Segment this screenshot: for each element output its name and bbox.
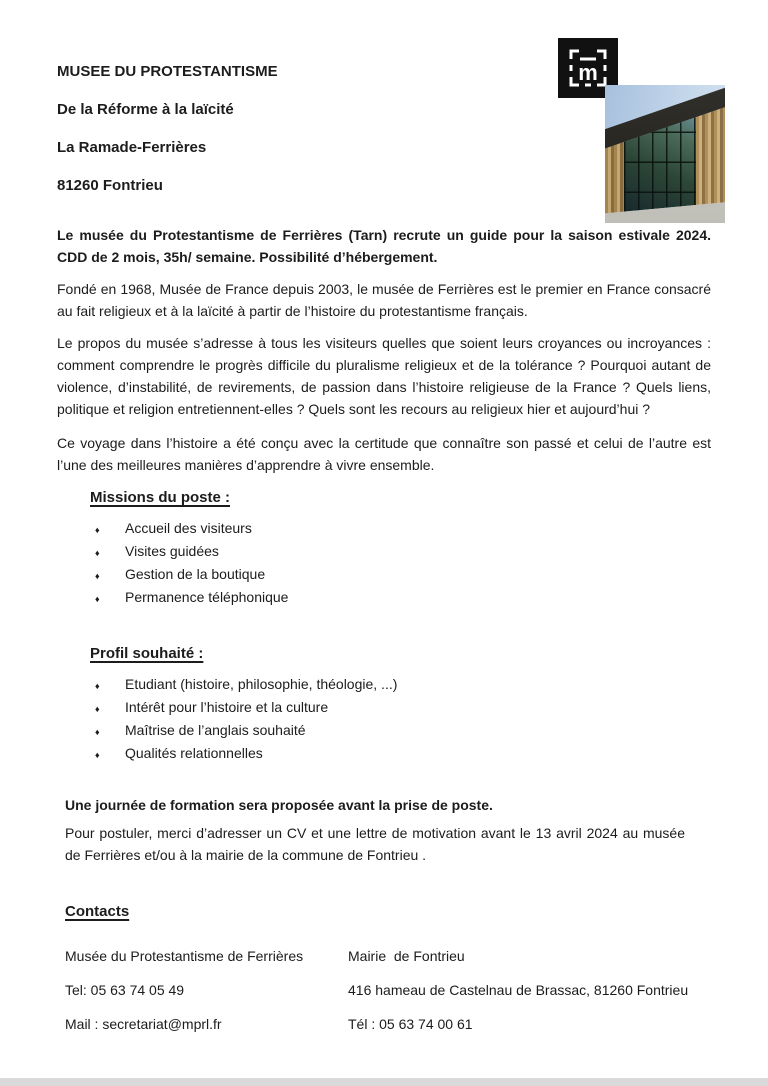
mission-item-label: Visites guidées <box>125 543 219 559</box>
museum-address-line1: La Ramade-Ferrières <box>57 139 207 156</box>
paragraph-journey: Ce voyage dans l’histoire a été conçu avec la certitude que connaître son passé et celui de l’autre est l’une des meilleures manières d’apprendre à vivre ensemble. <box>57 435 711 473</box>
job-offer-intro: Le musée du Protestantisme de Ferrières (Tarn) recrute un guide pour la saison estivale 2024. CDD de 2 mois, 35h/ semaine. Possibilité d’hébergement. <box>57 227 711 265</box>
diamond-bullet-icon: ♦ <box>95 548 100 558</box>
profile-item-label: Qualités relationnelles <box>125 745 263 761</box>
profile-list <box>57 674 711 766</box>
diamond-bullet-icon: ♦ <box>95 704 100 714</box>
list-item <box>57 674 711 697</box>
profile-item-label: Intérêt pour l’histoire et la culture <box>125 699 329 715</box>
formation-note: Une journée de formation sera proposée avant la prise de poste. <box>65 797 493 813</box>
contact-column-museum <box>65 932 348 1042</box>
contact-mairie-address: 416 hameau de Castelnau de Brassac, 81260 Fontrieu <box>348 982 689 998</box>
museum-subtitle: De la Réforme à la laïcité <box>57 101 234 118</box>
list-item <box>57 541 711 564</box>
contacts-section <box>65 932 711 1042</box>
profile-item-label: Maîtrise de l’anglais souhaité <box>125 722 306 738</box>
mission-item-label: Gestion de la boutique <box>125 566 266 582</box>
list-item <box>57 587 711 610</box>
contact-museum-name: Musée du Protestantisme de Ferrières <box>65 948 304 964</box>
profile-item-label: Etudiant (histoire, philosophie, théologie, ...) <box>125 676 398 692</box>
list-item <box>57 743 711 766</box>
list-item <box>57 518 711 541</box>
paragraph-history: Fondé en 1968, Musée de France depuis 2003, le musée de Ferrières est le premier en France consacré au fait religieux et à la laïcité à partir de l’histoire du protestantisme français. <box>57 281 711 319</box>
diamond-bullet-icon: ♦ <box>95 594 100 604</box>
diamond-bullet-icon: ♦ <box>95 727 100 737</box>
contact-museum-email: Mail : secretariat@mprl.fr <box>65 1016 222 1032</box>
missions-list <box>57 518 711 610</box>
mission-item-label: Permanence téléphonique <box>125 589 289 605</box>
list-item <box>57 697 711 720</box>
list-item <box>57 564 711 587</box>
contact-museum-phone: Tel: 05 63 74 05 49 <box>65 982 185 998</box>
horizontal-scrollbar[interactable] <box>0 1078 768 1086</box>
contact-mairie-phone: Tél : 05 63 74 00 61 <box>348 1016 473 1032</box>
document-content <box>57 62 711 1042</box>
diamond-bullet-icon: ♦ <box>95 571 100 581</box>
museum-address-line2: 81260 Fontrieu <box>57 177 163 194</box>
diamond-bullet-icon: ♦ <box>95 681 100 691</box>
contact-mairie-name: Mairie de Fontrieu <box>348 948 465 964</box>
mission-item-label: Accueil des visiteurs <box>125 520 252 536</box>
contacts-heading: Contacts <box>65 903 130 920</box>
paragraph-purpose: Le propos du musée s’adresse à tous les visiteurs quelles que soient leurs croyances ou incroyances : comment comprendre le progrès difficile du pluralisme religieux et de la tolérance ? Pourquoi autant de violence, d’instabilité, de revirements, de passion dans l’histoire religieuse de la France ? Quels liens, politique et religion entretiennent-elles ? Quels sont les recours au religieux hier et aujourd’hui ? <box>57 335 711 417</box>
profile-heading: Profil souhaité : <box>90 645 204 662</box>
list-item <box>57 720 711 743</box>
logo-letter: m <box>578 60 598 85</box>
diamond-bullet-icon: ♦ <box>95 750 100 760</box>
diamond-bullet-icon: ♦ <box>95 525 100 535</box>
contact-column-mairie <box>348 932 711 1042</box>
application-instructions: Pour postuler, merci d’adresser un CV et une lettre de motivation avant le 13 avril 2024 au musée de Ferrières et/ou à la mairie de la commune de Fontrieu . <box>65 825 685 863</box>
missions-heading: Missions du poste : <box>90 489 231 506</box>
museum-title: MUSEE DU PROTESTANTISME <box>57 63 278 80</box>
